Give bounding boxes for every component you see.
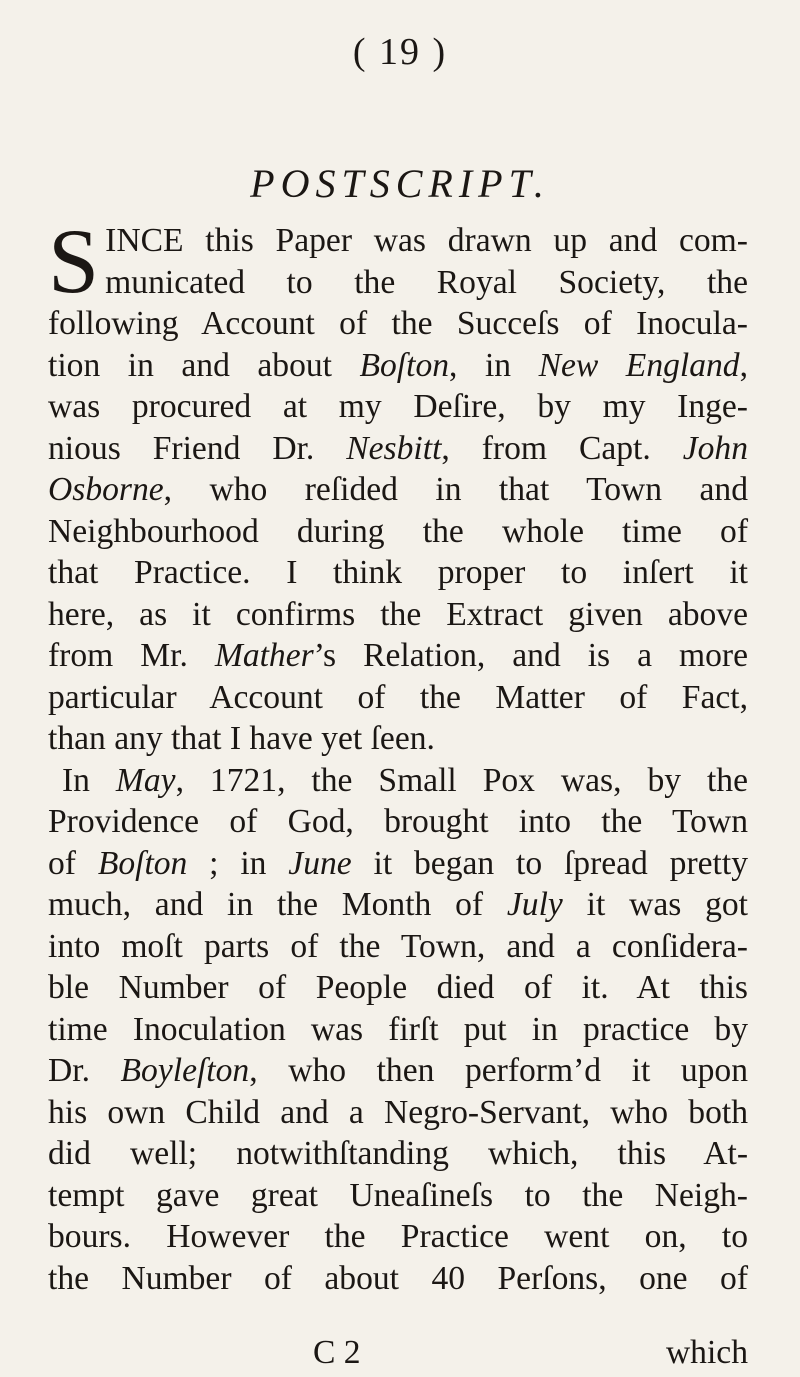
text-segment: nious Friend Dr. [48, 429, 347, 467]
text-segment: following Account of the Succeſs of Inocula- [48, 305, 748, 342]
italic-person-name: Boyleſton [120, 1052, 250, 1089]
text-line [48, 345, 748, 387]
text-segment: Providence of God, brought into the Town [48, 803, 748, 840]
text-segment: tion in and about [48, 346, 360, 384]
italic-month-name: May [115, 761, 176, 799]
text-segment: here, as it confirms the Extract given above [48, 595, 748, 633]
text-segment: Neighbourhood during the whole time of [48, 512, 748, 550]
text-line [48, 1216, 748, 1258]
text-line [48, 262, 748, 304]
text-segment: than any that I have yet ſeen. [48, 720, 435, 757]
text-line [48, 428, 748, 470]
text-segment: from Mr. [48, 637, 215, 674]
text-segment: ; in [187, 844, 289, 882]
italic-month-name: July [506, 886, 563, 923]
text-segment: bours. However the Practice went on, to [48, 1218, 748, 1255]
text-segment: particular Account of the Matter of Fact, [48, 678, 748, 716]
signature-mark: C 2 [313, 1334, 361, 1371]
text-line [48, 1092, 748, 1134]
text-line [48, 386, 748, 428]
text-segment: into moſt parts of the Town, and a conſidera- [48, 927, 748, 965]
text-line [48, 511, 748, 553]
text-segment: , who then perform’d it upon [249, 1052, 749, 1089]
text-segment: his own Child and a Negro-Servant, who both [48, 1093, 748, 1131]
page-footer [48, 1332, 748, 1374]
text-line [48, 1009, 748, 1051]
italic-place-name: New England [538, 346, 740, 384]
text-segment: it was got [562, 886, 748, 923]
text-line [48, 552, 748, 594]
text-line [48, 469, 748, 511]
italic-person-name: John [682, 429, 748, 467]
italic-person-name: Nesbitt [346, 429, 442, 467]
text-line [48, 303, 748, 345]
text-line [48, 1050, 748, 1092]
text-segment: did well; notwithſtanding which, this At- [48, 1135, 748, 1172]
text-line [48, 1175, 748, 1217]
text-segment: the Number of about 40 Perſons, one of [48, 1259, 748, 1297]
body-text [48, 210, 749, 1299]
italic-person-name: Osborne [48, 471, 164, 508]
text-segment: it began to ſpread pretty [351, 844, 748, 882]
text-segment: of [48, 844, 98, 882]
catchword: which [665, 1334, 748, 1371]
text-segment: , 1721, the Small Pox was, by the [175, 761, 748, 799]
text-line [48, 967, 748, 1009]
italic-month-name: June [288, 844, 352, 882]
italic-place-name: Boſton [359, 346, 450, 384]
text-line [48, 677, 748, 719]
text-line [48, 220, 748, 262]
text-segment: , in [449, 346, 539, 384]
italic-person-name: Mather [214, 637, 314, 674]
text-segment: municated to the Royal Society, the [105, 263, 748, 301]
text-line [48, 843, 748, 885]
text-segment: ’s Relation, and is a more [313, 637, 749, 674]
text-segment: INCE this Paper was drawn up and com- [105, 222, 748, 259]
text-line [48, 594, 748, 636]
text-segment: time Inoculation was firſt put in practice by [48, 1010, 748, 1048]
text-segment: Dr. [48, 1052, 121, 1089]
text-segment: , who reſided in that Town and [163, 471, 748, 508]
text-line [48, 635, 748, 677]
text-line [48, 1133, 748, 1175]
text-line [48, 926, 748, 968]
text-segment: ble Number of People died of it. At this [48, 969, 748, 1006]
postscript-heading: POSTSCRIPT. [250, 161, 550, 206]
text-segment: In [62, 761, 116, 799]
text-line [48, 801, 748, 843]
text-line [48, 884, 748, 926]
page-number: ( 19 ) [352, 31, 448, 73]
text-segment: that Practice. I think proper to inſert it [48, 554, 748, 591]
text-segment: tempt gave great Uneaſineſs to the Neigh- [48, 1176, 748, 1214]
text-line [48, 718, 748, 760]
text-line [48, 760, 748, 802]
drop-capital: S [48, 210, 100, 312]
text-segment: , [739, 346, 748, 384]
text-line [48, 1258, 748, 1300]
text-segment: was procured at my Deſire, by my Inge- [48, 388, 748, 425]
text-segment: , from Capt. [441, 429, 683, 467]
italic-place-name: Boſton [97, 844, 188, 882]
text-segment: much, and in the Month of [48, 886, 507, 923]
